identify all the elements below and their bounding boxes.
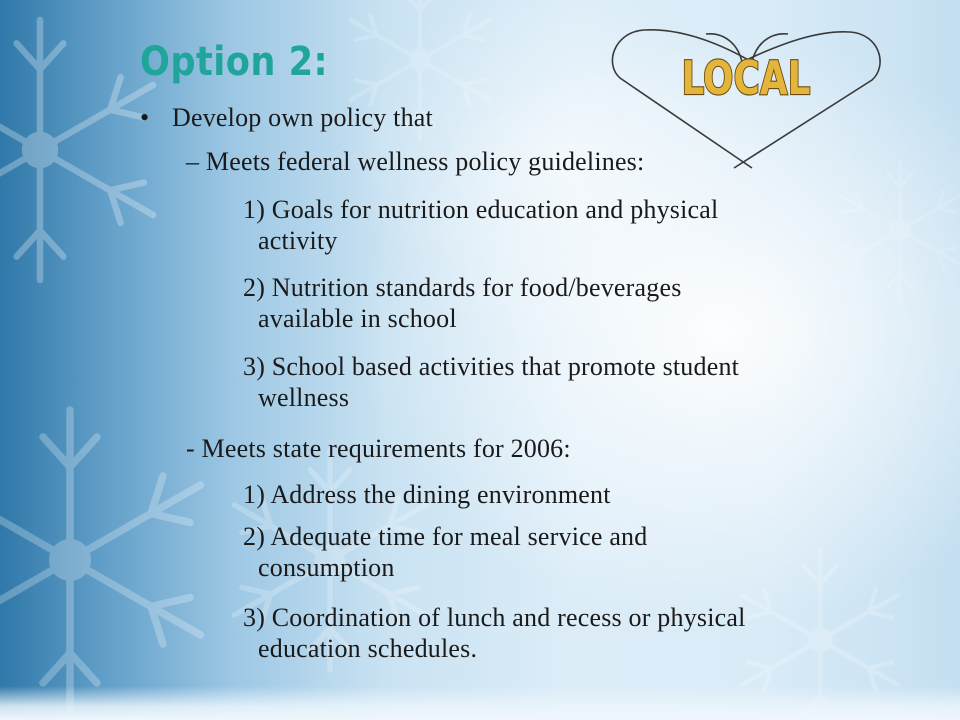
state-item-3-continued: education schedules. [258,634,478,663]
federal-item-2-continued: available in school [258,304,457,333]
bullet-glyph: • [140,103,150,132]
state-requirements-heading: - Meets state requirements for 2006: [186,434,571,463]
federal-item-3-continued: wellness [258,383,350,412]
federal-guidelines-heading: – Meets federal wellness policy guidelines: [186,147,645,176]
state-item-1: 1) Address the dining environment [243,480,611,509]
federal-item-3: 3) School based activities that promote student [243,352,740,381]
bullet-main-text: Develop own policy that [172,103,433,132]
federal-item-2: 2) Nutrition standards for food/beverages [243,273,682,302]
federal-item-1: 1) Goals for nutrition education and physical [243,195,719,224]
state-item-2: 2) Adequate time for meal service and [243,522,648,551]
local-word: LOCAL [681,51,811,106]
state-item-3: 3) Coordination of lunch and recess or physical [243,603,746,632]
federal-item-1-continued: activity [258,226,338,255]
state-item-2-continued: consumption [258,553,395,582]
slide-title: Option 2: [140,39,329,85]
